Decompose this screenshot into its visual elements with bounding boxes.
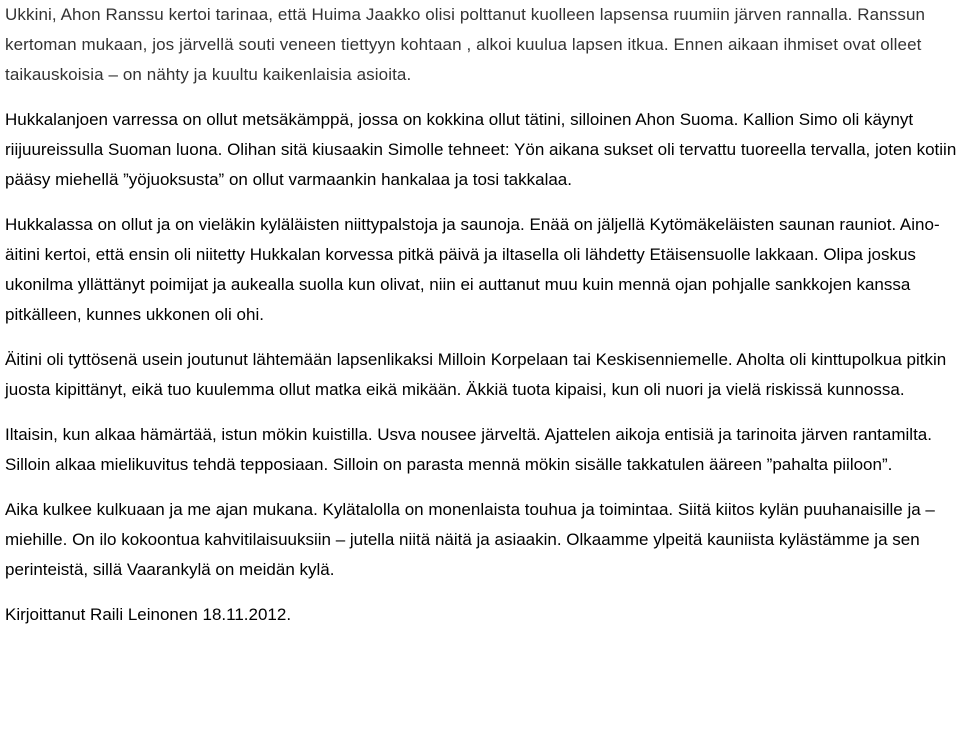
document-page [5, 0, 957, 630]
author-signature: Kirjoittanut Raili Leinonen 18.11.2012. [5, 605, 292, 624]
paragraph-village-life: Aika kulkee kulkuaan ja me ajan mukana. Kylätalolla on monenlaista touhua ja toimintaa. Siitä kiitos kylän puuhanaisille ja –miehille. On ilo kokoontua kahvitilaisuuksiin – jutella niitä näitä ja asiaakin. Olkaamme ylpeitä kauniista kylästämme ja sen perinteistä, sillä Vaarankylä on meidän kylä. [5, 500, 935, 579]
paragraph-evening-porch: Iltaisin, kun alkaa hämärtää, istun mökin kuistilla. Usva nousee järveltä. Ajattelen aikoja entisiä ja tarinoita järven rantamilta. Silloin alkaa mielikuvitus tehdä tepposiaan. Silloin on parasta mennä mökin sisälle takkatulen ääreen ”pahalta piiloon”. [5, 425, 932, 474]
paragraph-ghost-story: Ukkini, Ahon Ranssu kertoi tarinaa, että Huima Jaakko olisi polttanut kuolleen lapsensa ruumiin järven rannalla. Ranssun kertoman mukaan, jos järvellä souti veneen tiettyyn kohtaan , alkoi kuulua lapsen itkua. Ennen aikaan ihmiset ovat olleet taikauskoisia – on nähty ja kuultu kaikenlaisia asioita. [5, 5, 926, 84]
paragraph-hukkala-meadows: Hukkalassa on ollut ja on vieläkin kyläläisten niittypalstoja ja saunoja. Enää on jäljellä Kytömäkeläisten saunan rauniot. Aino-äitini kertoi, että ensin oli niitetty Hukkalan korvessa pitkä päivä ja iltasella oli lähdetty Etäisensuolle lakkaan. Olipa joskus ukonilma yllättänyt poimijat ja aukealla suolla kun olivat, niin ei auttanut muu kuin mennä ojan pohjalle sankkojen kanssa pitkälleen, kunnes ukkonen oli ohi. [5, 215, 940, 324]
paragraph-mother-childhood: Äitini oli tyttösenä usein joutunut lähtemään lapsenlikaksi Milloin Korpelaan tai Keskisenniemelle. Aholta oli kinttupolkua pitkin juosta kipittänyt, eikä tuo kuulemma ollut matka eikä mikään. Äkkiä tuota kipaisi, kun oli nuori ja vielä riskissä kunnossa. [5, 350, 947, 399]
paragraph-forest-cabin: Hukkalanjoen varressa on ollut metsäkämppä, jossa on kokkina ollut tätini, silloinen Ahon Suoma. Kallion Simo oli käynyt riijuureissulla Suoman luona. Olihan sitä kiusaakin Simolle tehneet: Yön aikana sukset oli tervattu tuoreella tervalla, joten kotiin pääsy miehellä ”yöjuoksusta” on ollut varmaankin hankalaa ja tosi takkalaa. [5, 110, 957, 189]
